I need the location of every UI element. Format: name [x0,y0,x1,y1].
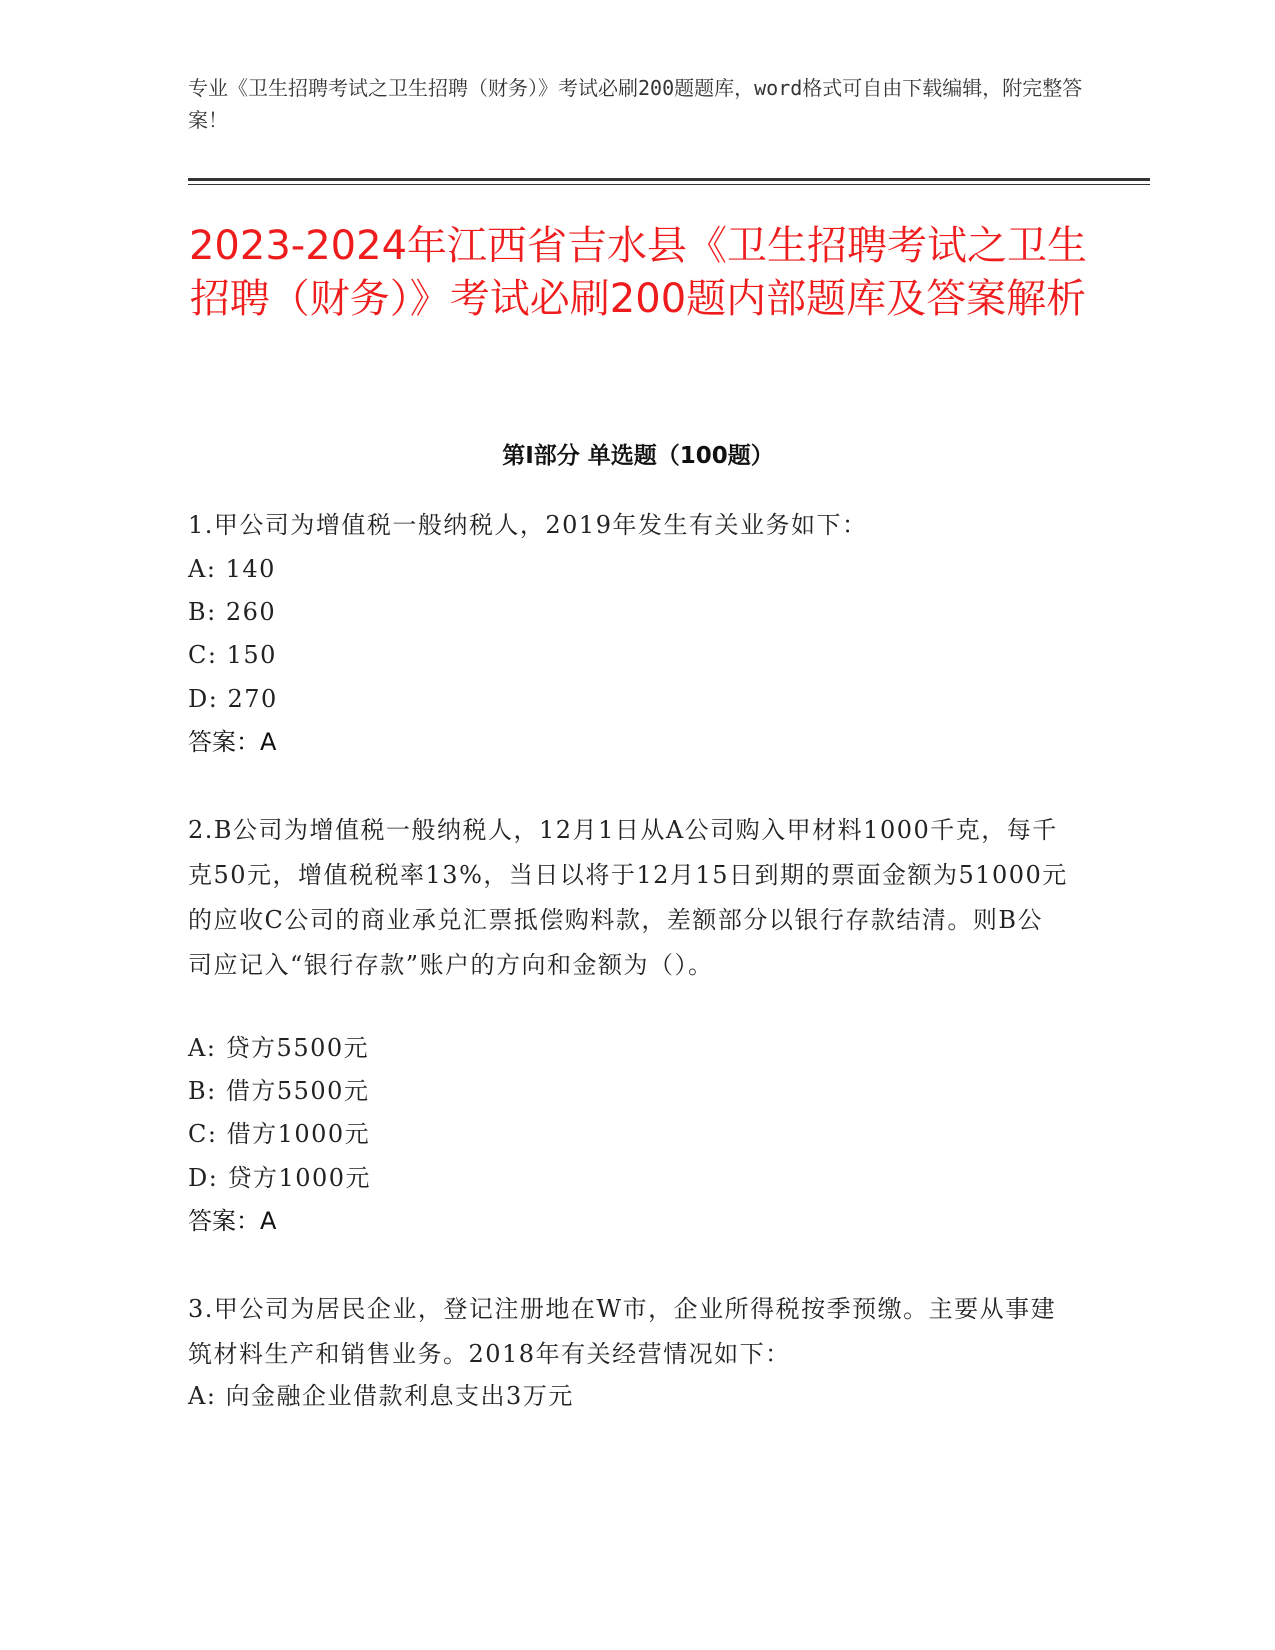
option-letter: A: [188,1034,217,1062]
option-b [188,590,1068,635]
option-b [188,1069,1068,1114]
option-letter: B: [188,598,217,626]
document-title: 2023-2024年江西省吉水县《卫生招聘考试之卫生招聘（财务）》考试必刷200题内部题库及答案解析 [188,223,1088,322]
option-a [188,1374,1068,1419]
option-text: 借方1000元 [226,1120,371,1148]
question-text: 1.甲公司为增值税一般纳税人，2019年发生有关业务如下： [188,511,868,539]
question-text: 2.B公司为增值税一般纳税人，12月1日从A公司购入甲材料1000千克，每千克50元，增值税税率13%，当日以将于12月15日到期的票面金额为51000元的应收C公司的商业承兑汇票抵偿购料款，差额部分以银行存款结清。则B公司应记入“银行存款”账户的方向和金额为（）。 [188,816,1068,979]
option-a [188,547,1068,592]
option-c [188,1112,1068,1157]
option-letter: A: [188,1382,217,1410]
answer-line: 答案：A [188,728,277,756]
header-divider-thin [188,184,1150,185]
option-letter: B: [188,1077,217,1105]
option-letter: A: [188,555,217,583]
option-d [188,677,1068,722]
option-letter: D: [188,1164,219,1192]
option-text: 向金融企业借款利息支出3万元 [225,1382,574,1410]
option-text: 借方5500元 [225,1077,370,1105]
option-text: 270 [227,685,278,713]
option-a [188,1026,1068,1071]
option-d [188,1156,1068,1201]
header-note: 专业《卫生招聘考试之卫生招聘（财务）》考试必刷200题题库，word格式可自由下载编辑，附完整答案！ [188,76,1083,132]
option-c [188,633,1068,678]
header-divider-thick [188,178,1150,181]
option-letter: C: [188,641,218,669]
option-text: 150 [226,641,277,669]
option-text: 贷方1000元 [227,1164,372,1192]
option-letter: C: [188,1120,218,1148]
option-letter: D: [188,685,219,713]
answer-line: 答案：A [188,1207,277,1235]
option-text: 260 [225,598,277,626]
section-heading: 第Ⅰ部分 单选题（100题） [502,443,774,469]
option-text: 贷方5500元 [225,1034,370,1062]
option-text: 140 [225,555,276,583]
question-text: 3.甲公司为居民企业，登记注册地在W市，企业所得税按季预缴。主要从事建筑材料生产和销售业务。2018年有关经营情况如下： [188,1295,1057,1368]
